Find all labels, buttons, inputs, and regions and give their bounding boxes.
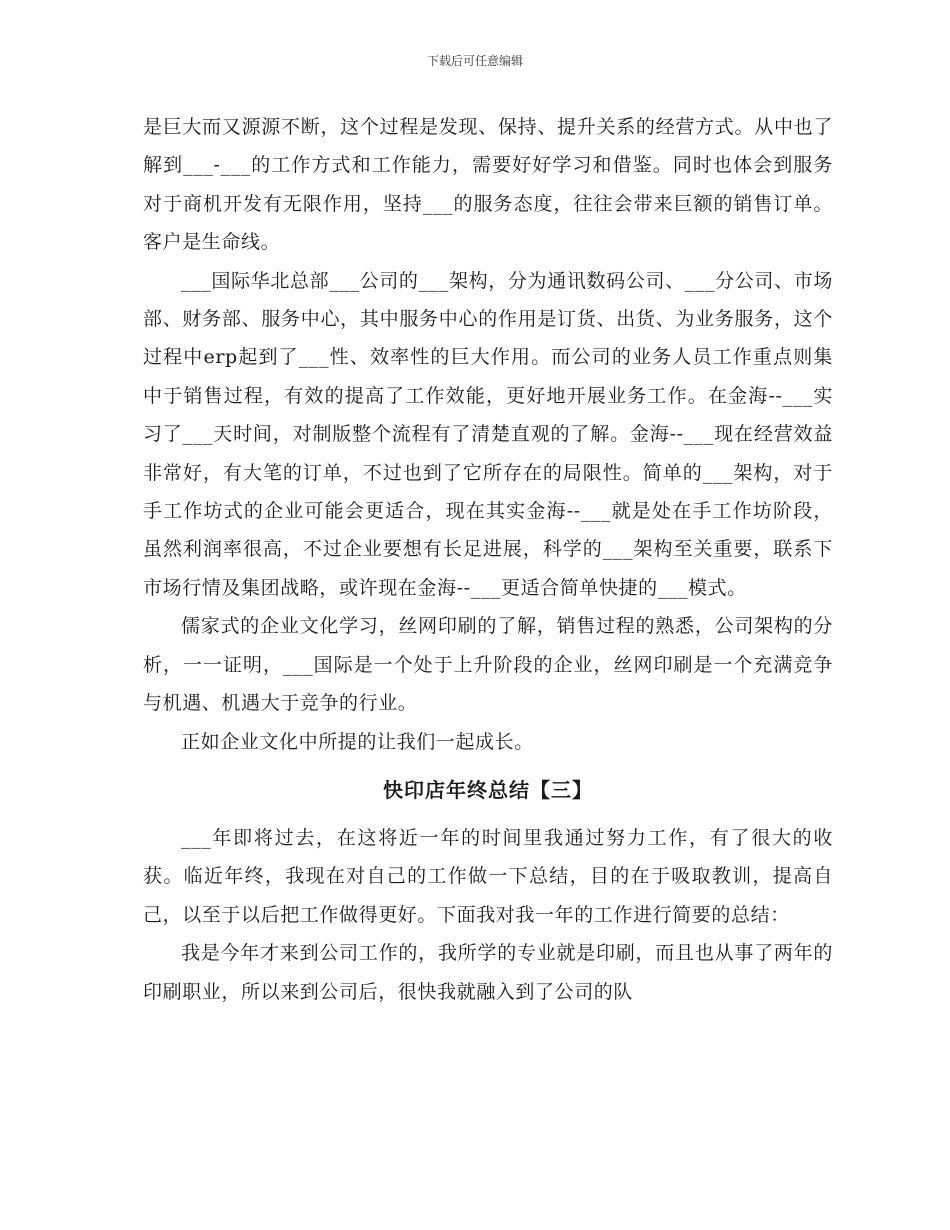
paragraph-continuation: 是巨大而又源源不断，这个过程是发现、保持、提升关系的经营方式。从中也了解到___-___的工作方式和工作能力，需要好好学习和借鉴。同时也体会到服务对于商机开发有无限作用，坚持___的服务态度，往往会带来巨额的销售订单。客户是生命线。 <box>143 116 833 254</box>
paragraph-culture-learning: 儒家式的企业文化学习，丝网印刷的了解，销售过程的熟悉，公司架构的分析，一一证明，___国际是一个处于上升阶段的企业，丝网印刷是一个充满竞争与机遇、机遇大于竞争的行业。 <box>143 615 833 715</box>
document-body <box>143 108 833 1011</box>
section-title: 快印店年终总结【三】 <box>383 777 593 802</box>
paragraph-company-structure: ___国际华北总部___公司的___架构，分为通讯数码公司、___分公司、市场部、财务部、服务中心，其中服务中心的作用是订货、出货、为业务服务，这个过程中erp起到了___性、效率性的巨大作用。而公司的业务人员工作重点则集中于销售过程，有效的提高了工作效能，更好地开展业务工作。在金海--___实习了___天时间，对制版整个流程有了清楚直观的了解。金海--___现在经营效益非常好，有大笔的订单，不过也到了它所存在的局限性。简单的___架构，对于手工作坊式的企业可能会更适合，现在其实金海--___就是处在手工作坊阶段，虽然利润率很高，不过企业要想有长足进展，科学的___架构至关重要，联系下市场行情及集团战略，或许现在金海--___更适合简单快捷的___模式。 <box>143 269 833 599</box>
paragraph-grow-together: 正如企业文化中所提的让我们一起成长。 <box>181 730 534 753</box>
paragraph-personal-background: 我是今年才来到公司工作的，我所学的专业就是印刷，而且也从事了两年的印刷职业，所以来到公司后，很快我就融入到了公司的队 <box>143 942 833 1003</box>
page-header: 下载后可任意编辑 <box>426 54 523 68</box>
paragraph-year-summary-intro: ___年即将过去，在这将近一年的时间里我通过努力工作，有了很大的收获。临近年终，我现在对自己的工作做一下总结，目的在于吸取教训，提高自己，以至于以后把工作做得更好。下面我对我一年的工作进行简要的总结： <box>143 826 833 926</box>
